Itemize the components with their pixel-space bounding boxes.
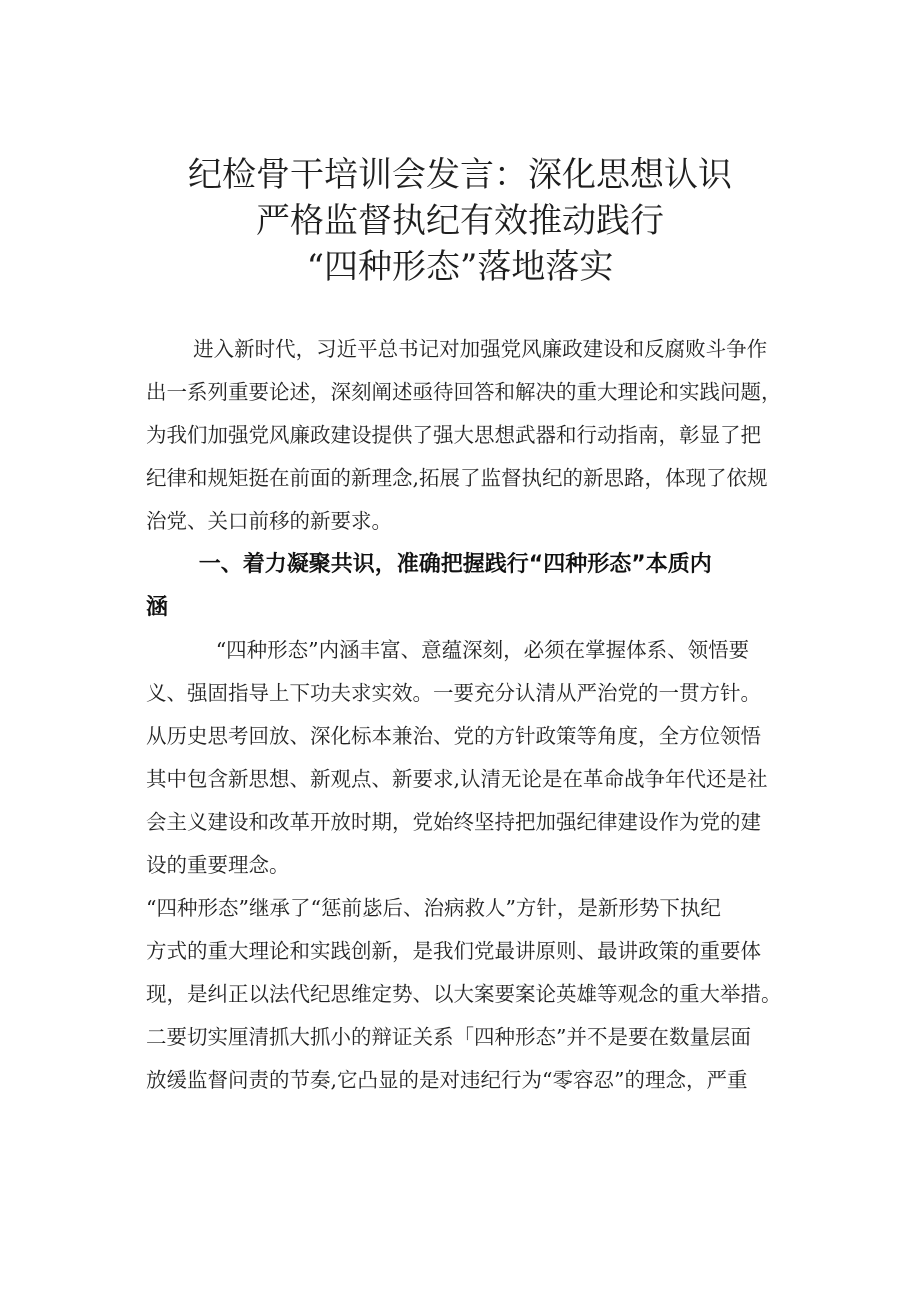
body-paragraph — [146, 629, 826, 887]
document-body — [146, 328, 826, 1102]
intro-paragraph — [146, 328, 826, 543]
text-line: 从历史思考回放、深化标本兼治、党的方针政策等角度，全方位领悟 — [146, 724, 761, 748]
text-line: 治党、关口前移的新要求。 — [146, 509, 392, 533]
heading-line: 一、着力凝聚共识，准确把握践行“四种形态”本质内 — [198, 552, 712, 577]
text-line: 出一系列重要论述，深刻阐述亟待回答和解决的重大理论和实践问题， — [146, 380, 782, 404]
text-line: 二要切实厘清抓大抓小的辩证关系「四种形态”并不是要在数量层面 — [146, 1025, 751, 1049]
text-line: “四种形态”内涵丰富、意蕴深刻，必须在掌握体系、领悟要 — [215, 638, 750, 662]
text-line: 放缓监督问责的节奏,它凸显的是对违纪行为“零容忍”的理念，严重 — [146, 1068, 748, 1092]
section-heading — [146, 543, 826, 629]
title-line: “四种形态”落地落实 — [306, 247, 614, 287]
text-line: 纪律和规矩挺在前面的新理念,拓展了监督执纪的新思路，体现了依规 — [146, 466, 768, 490]
text-line: 进入新时代，习近平总书记对加强党风廉政建设和反腐败斗争作 — [193, 337, 768, 361]
text-line: 设的重要理念。 — [146, 853, 290, 877]
text-line: 现，是纠正以法代纪思维定势、以大案要案论英雄等观念的重大举措。 — [146, 982, 782, 1006]
document-title — [100, 152, 820, 290]
text-line: 会主义建设和改革开放时期，党始终坚持把加强纪律建设作为党的建 — [146, 810, 761, 834]
text-line: “四种形态”继承了“惩前毖后、治病救人”方针，是新形势下执纪 — [146, 896, 721, 920]
text-line: 其中包含新思想、新观点、新要求,认清无论是在革命战争年代还是社 — [146, 767, 768, 791]
title-line: 严格监督执纪有效推动践行 — [256, 201, 664, 241]
body-paragraph — [146, 887, 826, 1102]
text-line: 义、强固指导上下功夫求实效。一要充分认清从严治党的一贯方针。 — [146, 681, 761, 705]
text-line: 为我们加强党风廉政建设提供了强大思想武器和行动指南，彰显了把 — [146, 423, 761, 447]
title-line: 纪检骨干培训会发言：深化思想认识 — [188, 155, 732, 195]
heading-line: 涵 — [146, 595, 169, 620]
text-line: 方式的重大理论和实践创新，是我们党最讲原则、最讲政策的重要体 — [146, 939, 761, 963]
